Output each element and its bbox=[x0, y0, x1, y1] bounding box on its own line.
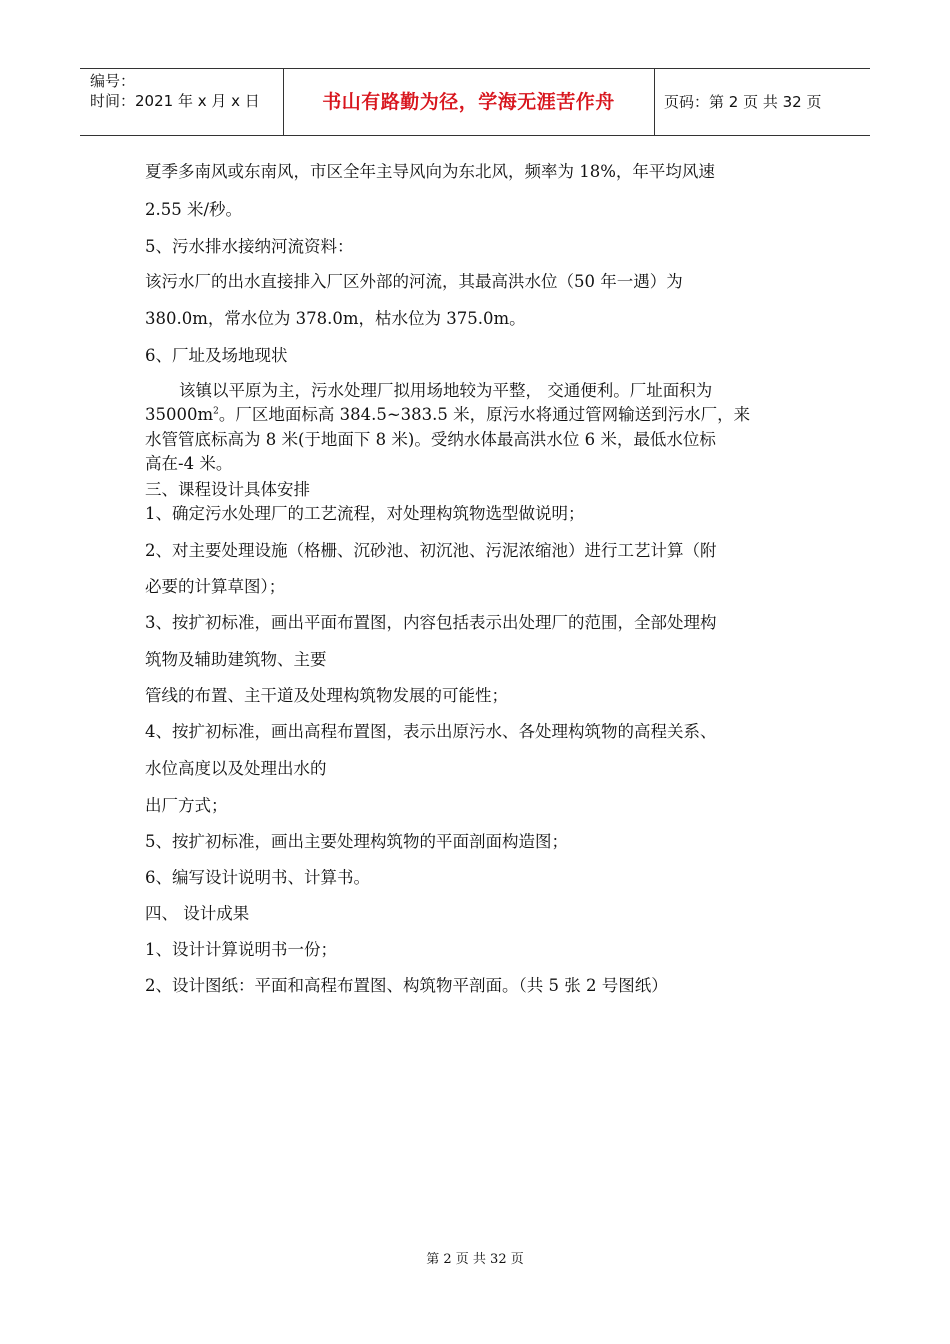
list-item: 筑物及辅助建筑物、主要 bbox=[145, 650, 327, 669]
list-item: 4、按扩初标准，画出高程布置图，表示出原污水、各处理构筑物的高程关系、 bbox=[145, 722, 717, 741]
section-heading: 四、 设计成果 bbox=[145, 904, 250, 923]
section-heading: 5、污水排水接纳河流资料： bbox=[145, 237, 354, 256]
header-divider bbox=[654, 69, 655, 136]
list-item: 6、编写设计说明书、计算书。 bbox=[145, 868, 370, 887]
superscript: 2 bbox=[213, 406, 219, 417]
section-heading: 6、厂址及场地现状 bbox=[145, 346, 288, 365]
list-item: 2、设计图纸：平面和高程布置图、构筑物平剖面。（共 5 张 2 号图纸） bbox=[145, 976, 668, 995]
area-sentence: 。厂区地面标高 384.5~383.5 米，原污水将通过管网输送到污水厂，来 bbox=[218, 405, 751, 424]
list-item: 2、对主要处理设施（格栅、沉砂池、初沉池、污泥浓缩池）进行工艺计算（附 bbox=[145, 541, 717, 560]
paragraph-line: 380.0m，常水位为 378.0m，枯水位为 375.0m。 bbox=[145, 309, 526, 328]
paragraph-line: 该污水厂的出水直接排入厂区外部的河流，其最高洪水位（50 年一遇）为 bbox=[145, 272, 683, 291]
list-item: 管线的布置、主干道及处理构筑物发展的可能性； bbox=[145, 686, 508, 705]
list-item: 5、按扩初标准，画出主要处理构筑物的平面剖面构造图； bbox=[145, 832, 568, 851]
list-item: 出厂方式； bbox=[145, 796, 228, 815]
header-motto: 书山有路勤为径，学海无涯苦作舟 bbox=[322, 91, 615, 113]
list-item: 3、按扩初标准，画出平面布置图，内容包括表示出处理厂的范围，全部处理构 bbox=[145, 613, 717, 632]
area-value: 35000m bbox=[145, 405, 214, 424]
paragraph-line: 该镇以平原为主，污水处理厂拟用场地较为平整， 交通便利。厂址面积为 bbox=[179, 381, 713, 400]
header-meta bbox=[90, 71, 260, 111]
list-item: 1、设计计算说明书一份； bbox=[145, 940, 337, 959]
list-item: 1、确定污水处理厂的工艺流程，对处理构筑物选型做说明； bbox=[145, 504, 585, 523]
list-item: 水位高度以及处理出水的 bbox=[145, 759, 327, 778]
document-number-label: 编号： bbox=[90, 72, 136, 90]
paragraph-line: 水管管底标高为 8 米(于地面下 8 米)。受纳水体最高洪水位 6 米，最低水位标 bbox=[145, 430, 716, 449]
page-header bbox=[80, 68, 870, 136]
paragraph-line: 2.55 米/秒。 bbox=[145, 200, 243, 219]
paragraph-line: 高在-4 米。 bbox=[145, 454, 233, 473]
paragraph-line: 夏季多南风或东南风，市区全年主导风向为东北风，频率为 18%，年平均风速 bbox=[145, 162, 715, 181]
document-date: 时间：2021 年 x 月 x 日 bbox=[90, 92, 260, 110]
paragraph-line bbox=[145, 404, 750, 426]
header-page-number: 页码：第 2 页 共 32 页 bbox=[664, 93, 822, 111]
page-footer: 第 2 页 共 32 页 bbox=[426, 1252, 524, 1267]
section-heading: 三、课程设计具体安排 bbox=[145, 480, 310, 499]
list-item: 必要的计算草图）； bbox=[145, 577, 286, 596]
